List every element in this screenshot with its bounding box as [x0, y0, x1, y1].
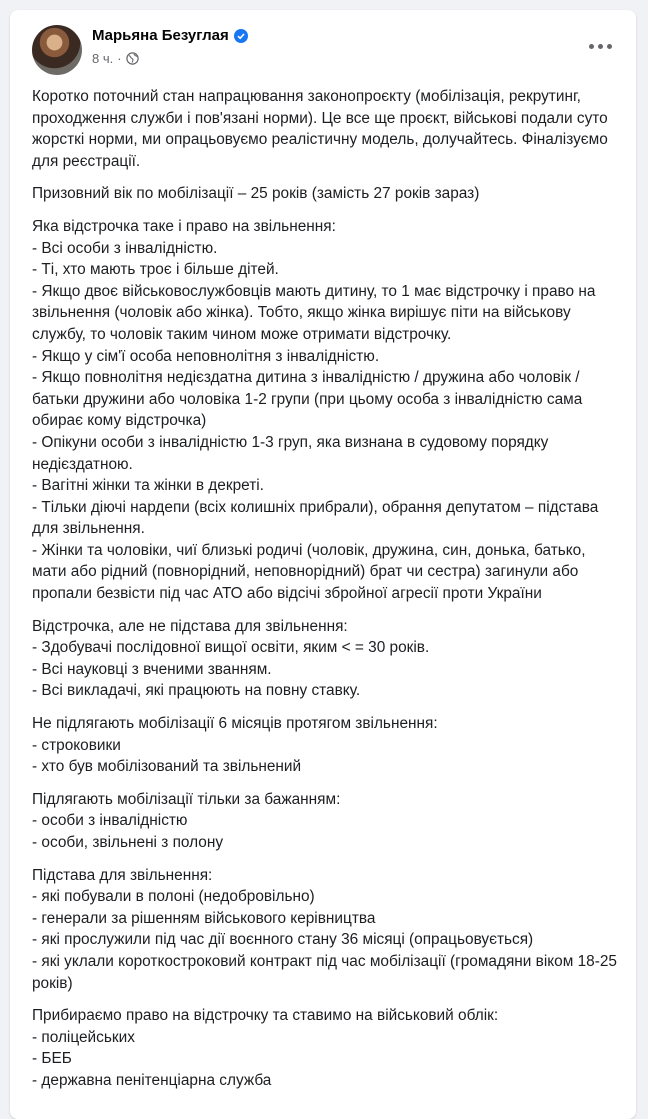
meta-separator: ·: [117, 51, 122, 66]
post-text-line: - Опікуни особи з інвалідністю 1-3 груп, яка визнана в судовому порядку недієздатною.: [32, 433, 549, 473]
post-text-line: Підлягають мобілізації тільки за бажанням:: [32, 790, 341, 808]
post-text-line: - які побували в полоні (недобровільно): [32, 888, 315, 906]
verified-badge-icon: [234, 29, 248, 43]
post-paragraph: [32, 86, 622, 172]
post-text-line: - особи з інвалідністю: [32, 812, 188, 830]
post-text-line: Прибираємо право на відстрочку та ставимо на військовий облік:: [32, 1007, 499, 1025]
post-text-line: - які уклали короткостроковий контракт під час мобілізації (громадяни віком 18-25 років): [32, 952, 617, 992]
avatar[interactable]: [32, 25, 82, 75]
post-text-line: - Всі науковці з вченими званням.: [32, 660, 272, 678]
post-text: [32, 86, 622, 1103]
post-text-line: Призовний вік по мобілізації – 25 років (замість 27 років зараз): [32, 185, 480, 203]
post-text-line: - Вагітні жінки та жінки в декреті.: [32, 477, 264, 495]
post-text-line: - Якщо повнолітня недієздатна дитина з інвалідністю / дружина або чоловік / батьки дружини або чоловіка 1-2 групи (при цьому особа з інвалідністю сама обирає кому відстрочка): [32, 369, 583, 430]
post-text-line: - поліцейських: [32, 1028, 135, 1046]
post-text-line: - Ті, хто мають троє і більше дітей.: [32, 261, 279, 279]
post-paragraph: [32, 183, 622, 205]
post-paragraph: [32, 1005, 622, 1091]
post-text-line: - Якщо двоє військовослужбовців мають дитину, то 1 має відстрочку і право на звільнення (чоловік або жінка). Тобто, якщо жінка вирішує піти на військову службу, то чоловік таким чином може отримати відстрочку.: [32, 282, 596, 343]
post-time[interactable]: 8 ч.: [92, 51, 114, 66]
post-text-line: - Якщо у сім'ї особа неповнолітня з інвалідністю.: [32, 347, 380, 365]
post-text-line: - Всі особи з інвалідністю.: [32, 239, 218, 257]
author-row: [92, 27, 248, 44]
post-paragraph: [32, 789, 622, 854]
more-options-icon[interactable]: [582, 32, 618, 60]
post-text-line: Не підлягають мобілізації 6 місяців протягом звільнення:: [32, 715, 438, 733]
post-text-line: - хто був мобілізований та звільнений: [32, 758, 302, 776]
post-text-line: - генерали за рішенням військового керівництва: [32, 909, 376, 927]
post-text-line: - Тільки діючі нардепи (всіх колишніх прибрали), обрання депутатом – підстава для звільнення.: [32, 498, 599, 538]
post-text-line: - які прослужили під час дії воєнного стану 36 місяці (опрацьовується): [32, 931, 534, 949]
post-text-line: Підстава для звільнення:: [32, 866, 213, 884]
post-text-line: Коротко поточний стан напрацювання законопроєкту (мобілізація, рекрутинг, проходження служби і пов'язані норми). Це все ще проєкт, військові подали суто жорсткі норми, ми опрацьовуємо реалістичну модель, долучайтесь. Фіналізуємо для реєстрації.: [32, 88, 608, 170]
post-text-line: - Жінки та чоловіки, чиї близькі родичі (чоловік, дружина, син, донька, батько, мати або рідний (повнорідний, неповнорідний) брат чи сестра) загинули або пропали безвісти під час АТО або відсічі збройної агресії проти України: [32, 541, 586, 603]
post-text-line: Відстрочка, але не підстава для звільнення:: [32, 617, 348, 635]
globe-icon[interactable]: [126, 52, 139, 65]
post-text-line: - Всі викладачі, які працюють на повну ставку.: [32, 682, 361, 700]
post-text-line: - БЕБ: [32, 1050, 72, 1068]
post-paragraph: [32, 865, 622, 995]
post-card: [10, 10, 636, 1119]
post-meta: [92, 51, 139, 66]
post-paragraph: [32, 616, 622, 702]
post-text-line: - строковики: [32, 736, 121, 754]
post-paragraph: [32, 713, 622, 778]
post-text-line: - особи, звільнені з полону: [32, 834, 224, 851]
post-header: [10, 10, 636, 84]
post-paragraph: [32, 216, 622, 605]
post-text-line: - Здобувачі послідовної вищої освіти, яким < = 30 років.: [32, 639, 430, 657]
post-text-line: - державна пенітенціарна служба: [32, 1071, 272, 1089]
post-text-line: Яка відстрочка таке і право на звільнення:: [32, 217, 336, 235]
author-name[interactable]: Марьяна Безуглая: [92, 27, 229, 44]
